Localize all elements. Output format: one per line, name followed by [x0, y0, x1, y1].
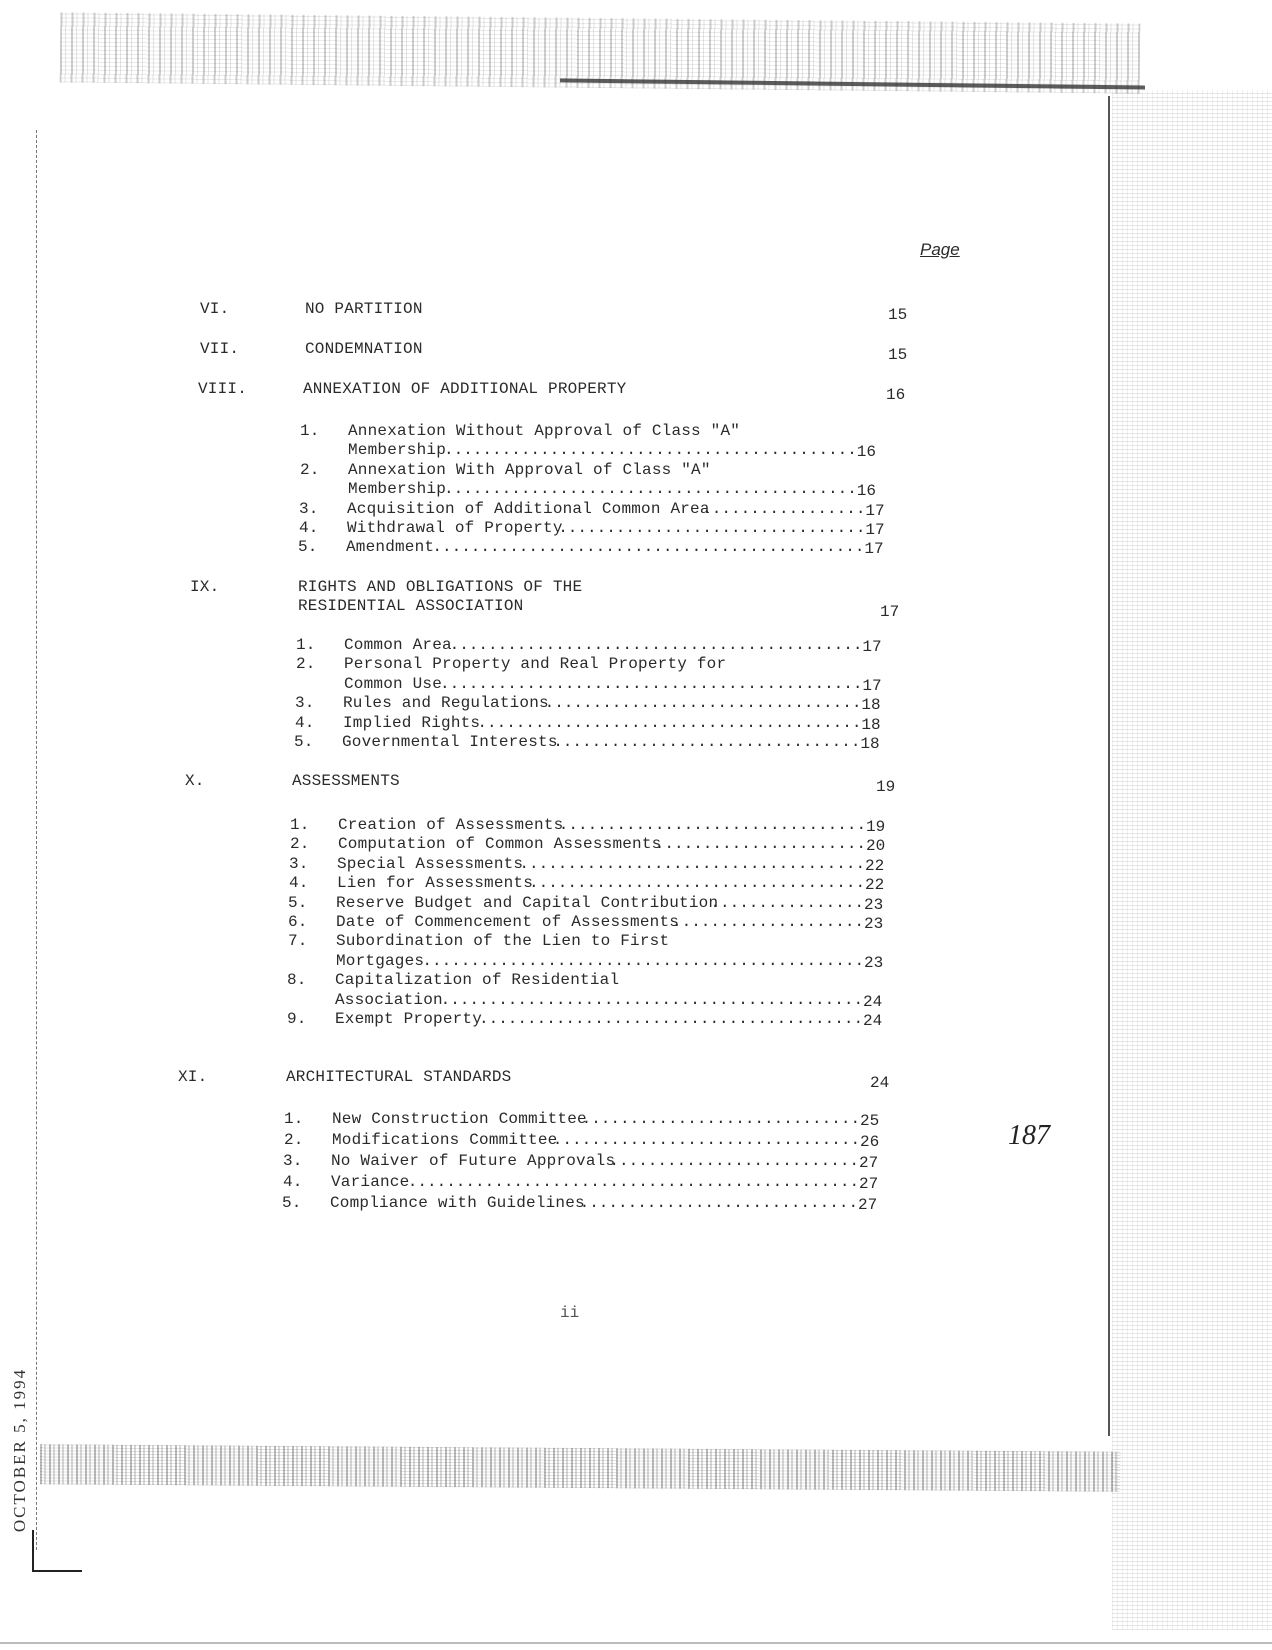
dot-leader: ........................................... [444, 441, 857, 460]
section-title: ANNEXATION OF ADDITIONAL PROPERTY [303, 380, 627, 398]
scan-edge-bottom [0, 1642, 1272, 1644]
entry-title: Subordination of the Lien to First [336, 932, 670, 951]
entry-page: 17 [864, 540, 884, 559]
entry-title-continued: Association [335, 990, 443, 1009]
section-page: 15 [888, 306, 908, 324]
dot-leader: ............................................ [440, 674, 863, 693]
entry-page: 17 [862, 676, 882, 695]
section-title: RIGHTS AND OBLIGATIONS OF THE [298, 578, 583, 596]
section-number: VII. [200, 340, 240, 358]
entry-page: 22 [865, 856, 885, 875]
entry-number: 1. [300, 422, 320, 440]
entry-page: 16 [856, 443, 876, 462]
entry-number: 7. [288, 932, 308, 951]
entry-number: 4. [283, 1173, 303, 1191]
dot-leader: ............................................. [432, 538, 865, 557]
entry-title: Acquisition of Additional Common Area [347, 499, 710, 518]
section-number: XI. [178, 1068, 208, 1086]
dot-leader: ............................................... [407, 1173, 860, 1191]
entry-title-continued: Membership [348, 441, 447, 460]
section-title: ASSESSMENTS [292, 772, 400, 790]
entry-page: 24 [863, 992, 883, 1011]
entry-page: 18 [860, 735, 880, 753]
section-page: 19 [876, 778, 896, 796]
entry-title: Variance [331, 1173, 410, 1191]
dot-leader: ...................... [654, 835, 867, 854]
dot-leader: ................. [702, 499, 866, 518]
corner-mark [32, 1530, 82, 1572]
entry-number: 4. [295, 713, 315, 732]
entry-page: 23 [864, 915, 884, 933]
dot-leader: ........................................ [479, 1010, 864, 1028]
scan-edge-left [36, 130, 38, 1550]
entry-title: Personal Property and Real Property for [344, 655, 727, 674]
entry-title: Exempt Property [335, 1010, 483, 1028]
dot-leader: ........................................ [477, 713, 862, 732]
entry-title: Compliance with Guidelines [330, 1194, 585, 1212]
entry-number: 2. [290, 835, 310, 854]
entry-title: No Waiver of Future Approvals [331, 1152, 616, 1170]
entry-title: Capitalization of Residential [335, 971, 620, 990]
dot-leader: ................................ [558, 816, 867, 834]
entry-title-continued: Mortgages [336, 951, 425, 970]
section-number: VI. [200, 300, 230, 318]
entry-page: 20 [866, 837, 886, 856]
dot-leader: .................... [672, 913, 865, 931]
section-page: 24 [870, 1074, 890, 1092]
entry-title: Creation of Assessments [338, 816, 564, 834]
entry-title: Amendment [346, 538, 435, 557]
entry-title: Special Assessments [337, 854, 524, 873]
section-page: 16 [886, 386, 906, 404]
section-page: 17 [880, 603, 900, 622]
entry-number: 6. [288, 913, 308, 931]
entry-number: 3. [283, 1152, 303, 1170]
entry-number: 3. [289, 854, 309, 873]
entry-page: 27 [858, 1196, 878, 1214]
entry-title: Modifications Committee [332, 1131, 558, 1149]
entry-page: 17 [862, 638, 882, 656]
entry-number: 4. [289, 874, 309, 893]
section-number: VIII. [198, 380, 248, 398]
entry-title: Implied Rights [343, 713, 481, 732]
entry-title-continued: Membership [348, 480, 447, 499]
entry-number: 5. [288, 893, 308, 912]
entry-number: 8. [287, 971, 307, 990]
scan-edge-right [1108, 96, 1110, 1436]
entry-number: 2. [300, 460, 320, 479]
entry-number: 5. [294, 733, 314, 751]
dot-leader: ................ [710, 893, 865, 912]
entry-title: Rules and Regulations [343, 694, 549, 713]
entry-page: 27 [859, 1175, 879, 1193]
entry-number: 3. [299, 499, 319, 518]
entry-number: 5. [298, 538, 318, 557]
dot-leader: ........................................... [449, 636, 863, 654]
entry-number: 1. [296, 636, 316, 654]
dot-leader: ............................................ [440, 990, 864, 1009]
entry-title: New Construction Committee [332, 1110, 587, 1128]
entry-number: 1. [284, 1110, 304, 1128]
entry-number: 5. [282, 1194, 302, 1212]
entry-page: 26 [860, 1133, 880, 1151]
entry-title: Reserve Budget and Capital Contribution [336, 893, 719, 912]
section-title: ARCHITECTURAL STANDARDS [286, 1068, 512, 1086]
section-number: IX. [190, 578, 220, 596]
entry-title: Date of Commencement of Assessments [336, 913, 680, 931]
section-title-continued: RESIDENTIAL ASSOCIATION [298, 597, 524, 616]
entry-page: 23 [864, 953, 884, 972]
dot-leader: ................................ [552, 1131, 861, 1149]
side-date-stamp: OCTOBER 5, 1994 [10, 1367, 29, 1533]
section-title: NO PARTITION [305, 300, 423, 318]
dot-leader: ................................ [553, 733, 861, 751]
entry-page: 22 [865, 876, 885, 895]
dot-leader: .................................... [519, 854, 866, 873]
dot-leader: ................................. [544, 694, 862, 713]
dot-leader: ................................ [558, 519, 866, 537]
entry-title: Withdrawal of Property [347, 519, 563, 537]
section-title: CONDEMNATION [305, 340, 423, 358]
margin-number: 187 [1008, 1120, 1050, 1151]
entry-page: 25 [860, 1112, 880, 1130]
entry-title-continued: Common Use [344, 674, 443, 693]
entry-number: 4. [299, 519, 319, 537]
dot-leader: ........................................... [444, 480, 857, 499]
entry-title: Annexation With Approval of Class "A" [348, 460, 711, 479]
entry-title: Lien for Assessments [337, 874, 534, 893]
entry-page: 17 [865, 521, 885, 539]
dot-leader: .......................... [609, 1152, 860, 1170]
section-number: X. [185, 772, 205, 790]
scan-noise-bottom [40, 1444, 1120, 1492]
entry-number: 2. [284, 1131, 304, 1149]
page-column-heading: Page [920, 240, 960, 259]
page-footer-number: ii [560, 1304, 580, 1322]
scan-noise-right [1112, 90, 1272, 1630]
entry-number: 9. [287, 1010, 307, 1028]
entry-page: 18 [861, 696, 881, 715]
entry-title: Computation of Common Assessments [338, 835, 662, 854]
entry-page: 27 [859, 1154, 879, 1172]
entry-page: 16 [856, 482, 876, 501]
entry-number: 1. [290, 816, 310, 834]
entry-page: 17 [865, 501, 885, 520]
entry-title: Annexation Without Approval of Class "A" [348, 422, 741, 440]
entry-number: 3. [295, 694, 315, 713]
entry-page: 23 [864, 895, 884, 914]
entry-title: Common Area [344, 636, 452, 654]
entry-page: 24 [863, 1012, 883, 1030]
dot-leader: .............................................. [422, 951, 865, 970]
section-page: 15 [888, 346, 908, 364]
entry-page: 19 [866, 818, 886, 836]
entry-page: 18 [861, 715, 881, 734]
entry-title: Governmental Interests [342, 733, 558, 751]
dot-leader: ............................. [581, 1110, 861, 1128]
dot-leader: ................................... [529, 874, 866, 893]
dot-leader: ............................. [579, 1194, 859, 1212]
entry-number: 2. [296, 655, 316, 674]
